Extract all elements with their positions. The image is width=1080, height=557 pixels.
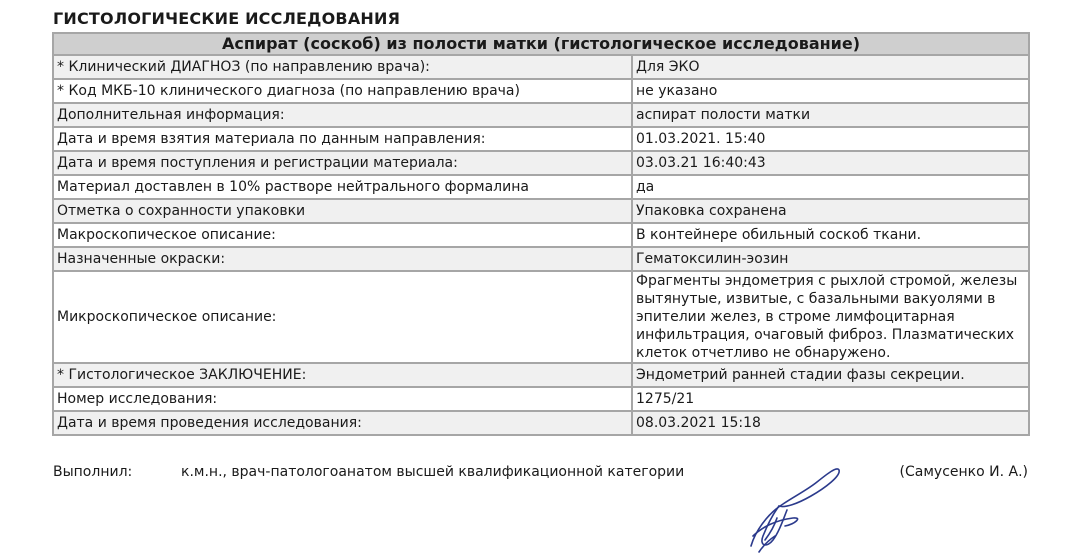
row-label: * Код МКБ-10 клинического диагноза (по направлению врача) bbox=[53, 79, 632, 103]
row-value: Гематоксилин-эозин bbox=[632, 247, 1029, 271]
row-value: Для ЭКО bbox=[632, 55, 1029, 79]
section-title: ГИСТОЛОГИЧЕСКИЕ ИССЛЕДОВАНИЯ bbox=[53, 9, 401, 28]
row-value: да bbox=[632, 175, 1029, 199]
table-row-conclusion bbox=[53, 363, 1029, 387]
row-label: Дата и время поступления и регистрации материала: bbox=[53, 151, 632, 175]
doctor-name: (Самусенко И. А.) bbox=[899, 464, 1028, 480]
row-label: Дата и время проведения исследования: bbox=[53, 411, 632, 435]
table-row-staining bbox=[53, 247, 1029, 271]
table-header: Аспират (соскоб) из полости матки (гистологическое исследование) bbox=[53, 33, 1029, 55]
row-value: 03.03.21 16:40:43 bbox=[632, 151, 1029, 175]
row-label: Материал доставлен в 10% растворе нейтрального формалина bbox=[53, 175, 632, 199]
row-value: аспират полости матки bbox=[632, 103, 1029, 127]
row-label: Макроскопическое описание: bbox=[53, 223, 632, 247]
row-label: Назначенные окраски: bbox=[53, 247, 632, 271]
table-row-study-number bbox=[53, 387, 1029, 411]
row-value: 1275/21 bbox=[632, 387, 1029, 411]
row-value: Эндометрий ранней стадии фазы секреции. bbox=[632, 363, 1029, 387]
table-row-packaging bbox=[53, 199, 1029, 223]
doctor-credentials: к.м.н., врач-патологоанатом высшей квалификационной категории bbox=[181, 464, 685, 480]
row-label: Номер исследования: bbox=[53, 387, 632, 411]
table-row-collection-datetime bbox=[53, 127, 1029, 151]
row-label: * Гистологическое ЗАКЛЮЧЕНИЕ: bbox=[53, 363, 632, 387]
table-row-formalin bbox=[53, 175, 1029, 199]
table-header-row bbox=[53, 33, 1029, 55]
row-label: Дата и время взятия материала по данным направления: bbox=[53, 127, 632, 151]
histology-report-table bbox=[52, 32, 1030, 436]
row-value: не указано bbox=[632, 79, 1029, 103]
row-value: 01.03.2021. 15:40 bbox=[632, 127, 1029, 151]
table-row-registration-datetime bbox=[53, 151, 1029, 175]
performed-by-label: Выполнил: bbox=[53, 464, 133, 480]
table-row-study-datetime bbox=[53, 411, 1029, 435]
row-value: В контейнере обильный соскоб ткани. bbox=[632, 223, 1029, 247]
table-row-microscopic bbox=[53, 271, 1029, 363]
table-row-icd10-code bbox=[53, 79, 1029, 103]
row-label: * Клинический ДИАГНОЗ (по направлению врача): bbox=[53, 55, 632, 79]
table-row-additional-info bbox=[53, 103, 1029, 127]
table-row-clinical-diagnosis bbox=[53, 55, 1029, 79]
row-label: Отметка о сохранности упаковки bbox=[53, 199, 632, 223]
row-value: Фрагменты эндометрия с рыхлой стромой, железы вытянутые, извитые, с базальными вакуолями в эпителии желез, в строме лимфоцитарная инфильтрация, очаговый фиброз. Плазматических клеток отчетливо не обнаружено. bbox=[632, 271, 1029, 363]
signature-image bbox=[745, 462, 845, 554]
row-value: Упаковка сохранена bbox=[632, 199, 1029, 223]
row-label: Микроскопическое описание: bbox=[53, 271, 632, 363]
table-row-macroscopic bbox=[53, 223, 1029, 247]
row-value: 08.03.2021 15:18 bbox=[632, 411, 1029, 435]
report-footer bbox=[53, 464, 1028, 484]
row-label: Дополнительная информация: bbox=[53, 103, 632, 127]
